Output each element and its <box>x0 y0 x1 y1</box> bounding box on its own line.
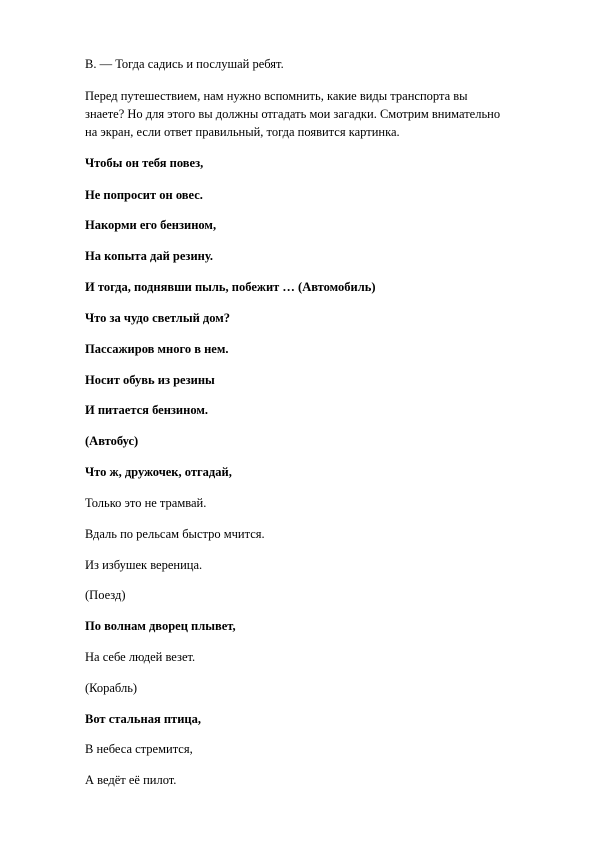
paragraph-line: знаете? Но для этого вы должны отгадать мои загадки. Смотрим внимательно <box>85 107 501 121</box>
riddle-line: Носит обувь из резины <box>85 373 215 387</box>
riddle-line: В небеса стремится, <box>85 742 193 756</box>
riddle-line: Накорми его бензином, <box>85 218 217 232</box>
riddle-line: Пассажиров много в нем. <box>85 342 229 356</box>
riddle-answer: (Корабль) <box>85 681 138 695</box>
riddle-line: А ведёт её пилот. <box>85 773 177 787</box>
intro-line: В. — Тогда садись и послушай ребят. <box>85 57 284 71</box>
riddle-answer: (Поезд) <box>85 588 126 602</box>
riddle-line: На копыта дай резину. <box>85 249 213 263</box>
riddle-answer: (Автобус) <box>85 434 139 448</box>
paragraph-line: на экран, если ответ правильный, тогда появится картинка. <box>85 125 400 139</box>
riddle-line: По волнам дворец плывет, <box>85 619 236 633</box>
riddle-line: И питается бензином. <box>85 403 208 417</box>
riddle-line: И тогда, поднявши пыль, побежит … (Автомобиль) <box>85 280 376 294</box>
riddle-line: Только это не трамвай. <box>85 496 207 510</box>
riddle-line: На себе людей везет. <box>85 650 196 664</box>
riddle-line: Вот стальная птица, <box>85 712 201 726</box>
riddle-line: Что ж, дружочек, отгадай, <box>85 465 232 479</box>
riddle-line: Чтобы он тебя повез, <box>85 156 204 170</box>
riddle-line: Из избушек вереница. <box>85 558 203 572</box>
riddle-line: Не попросит он овес. <box>85 188 203 202</box>
paragraph-line: Перед путешествием, нам нужно вспомнить, какие виды транспорта вы <box>85 89 468 103</box>
riddle-line: Вдаль по рельсам быстро мчится. <box>85 527 265 541</box>
riddle-line: Что за чудо светлый дом? <box>85 311 231 325</box>
